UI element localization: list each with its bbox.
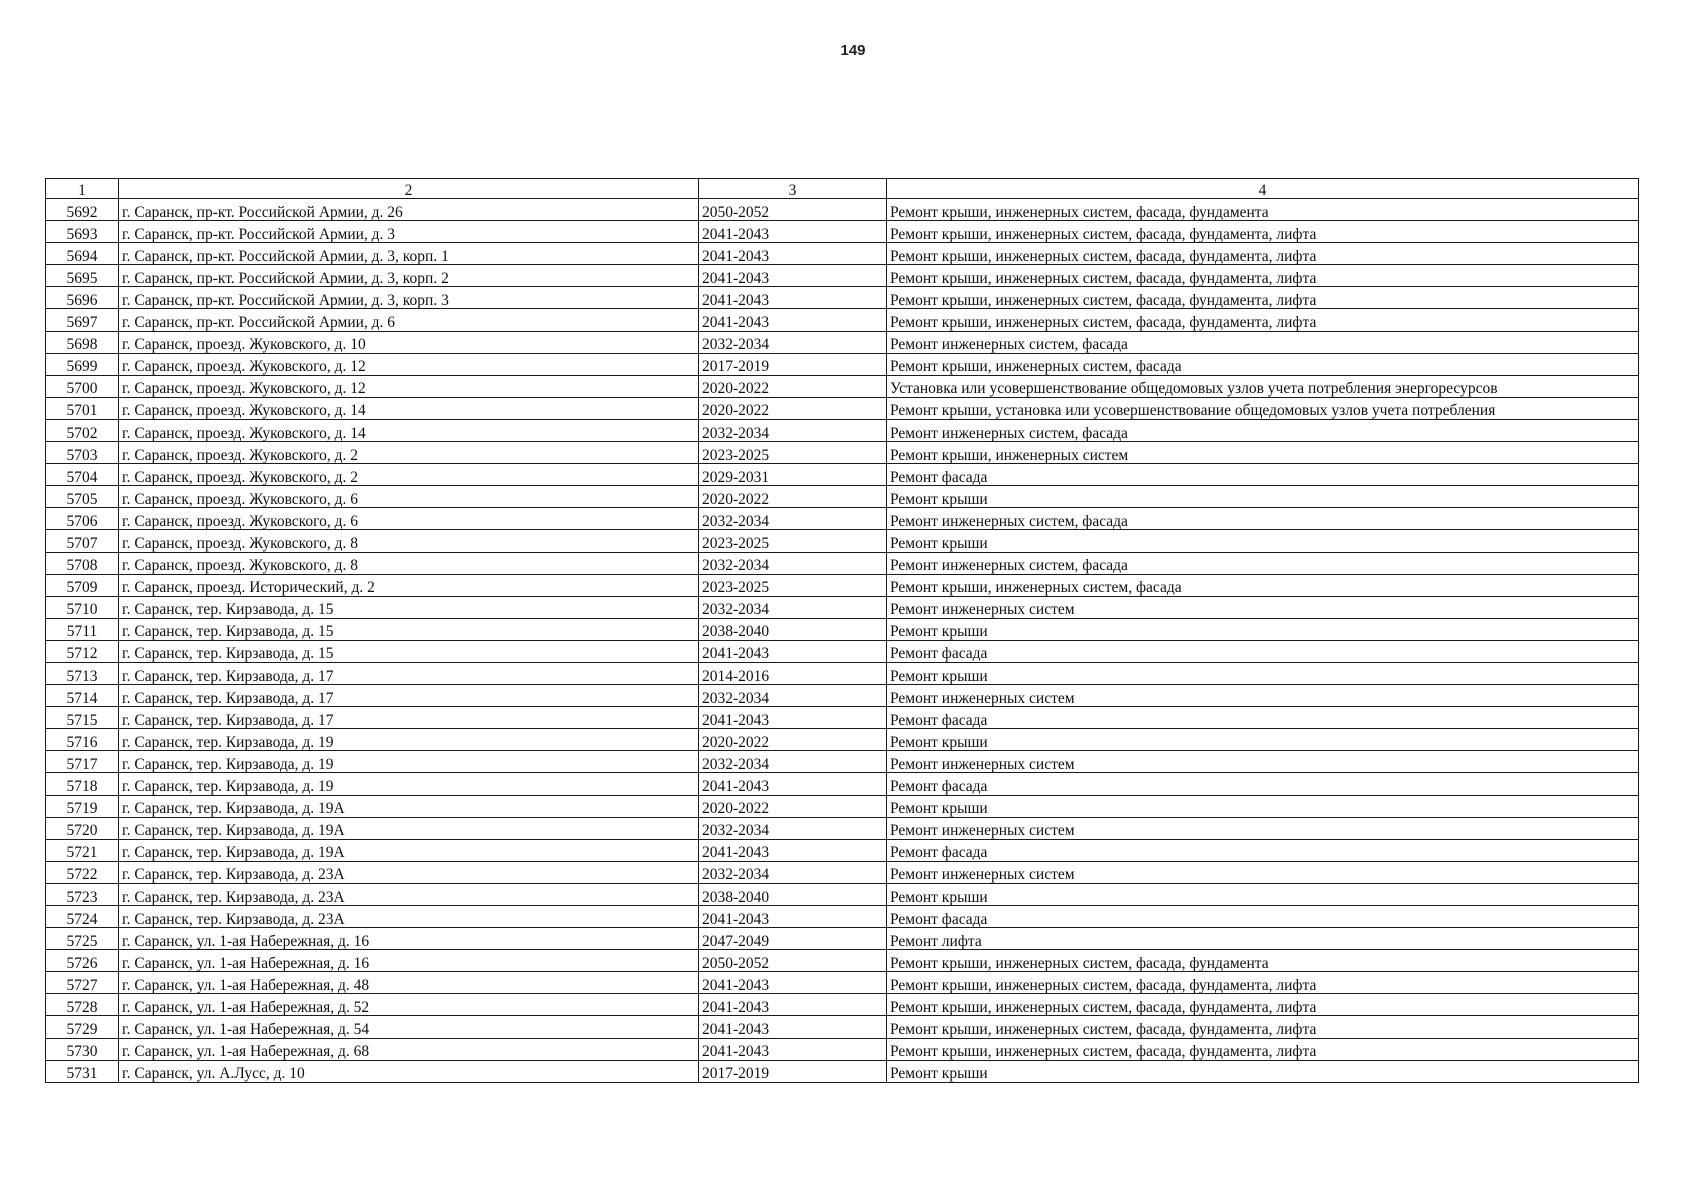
period-cell: 2020-2022 — [699, 486, 887, 508]
table-row — [46, 243, 1639, 265]
period-cell: 2041-2043 — [699, 265, 887, 287]
row-number-cell: 5729 — [46, 1016, 119, 1038]
table-row — [46, 353, 1639, 375]
period-cell: 2050-2052 — [699, 199, 887, 221]
table-row — [46, 464, 1639, 486]
row-number-cell: 5723 — [46, 883, 119, 905]
address-cell: г. Саранск, тер. Кирзавода, д. 17 — [119, 685, 699, 707]
period-cell: 2041-2043 — [699, 906, 887, 928]
column-works-header: 4 — [887, 179, 1639, 199]
row-number-cell: 5692 — [46, 199, 119, 221]
row-number-cell: 5724 — [46, 906, 119, 928]
row-number-cell: 5725 — [46, 928, 119, 950]
period-cell: 2014-2016 — [699, 662, 887, 684]
address-cell: г. Саранск, проезд. Жуковского, д. 2 — [119, 464, 699, 486]
table-row — [46, 331, 1639, 353]
address-cell: г. Саранск, пр-кт. Российской Армии, д. 3, корп. 3 — [119, 287, 699, 309]
address-cell: г. Саранск, тер. Кирзавода, д. 19 — [119, 729, 699, 751]
address-cell: г. Саранск, пр-кт. Российской Армии, д. 26 — [119, 199, 699, 221]
period-cell: 2050-2052 — [699, 950, 887, 972]
period-cell: 2032-2034 — [699, 331, 887, 353]
table-row — [46, 861, 1639, 883]
table-row — [46, 574, 1639, 596]
table-row — [46, 994, 1639, 1016]
row-number-cell: 5704 — [46, 464, 119, 486]
row-number-cell: 5702 — [46, 419, 119, 441]
works-cell: Ремонт крыши — [887, 618, 1639, 640]
works-cell: Ремонт крыши — [887, 486, 1639, 508]
table-row — [46, 729, 1639, 751]
table-row — [46, 375, 1639, 397]
address-cell: г. Саранск, тер. Кирзавода, д. 15 — [119, 618, 699, 640]
works-cell: Ремонт инженерных систем — [887, 817, 1639, 839]
row-number-cell: 5714 — [46, 685, 119, 707]
row-number-cell: 5701 — [46, 397, 119, 419]
address-cell: г. Саранск, ул. 1-ая Набережная, д. 16 — [119, 950, 699, 972]
works-cell: Ремонт инженерных систем, фасада — [887, 552, 1639, 574]
row-number-cell: 5695 — [46, 265, 119, 287]
works-cell: Ремонт крыши — [887, 662, 1639, 684]
works-cell: Ремонт инженерных систем — [887, 861, 1639, 883]
table-row — [46, 1016, 1639, 1038]
address-cell: г. Саранск, проезд. Жуковского, д. 14 — [119, 397, 699, 419]
table-row — [46, 773, 1639, 795]
period-cell: 2041-2043 — [699, 839, 887, 861]
works-cell: Ремонт крыши, инженерных систем, фасада, фундамента, лифта — [887, 1016, 1639, 1038]
row-number-cell: 5716 — [46, 729, 119, 751]
works-cell: Ремонт крыши, инженерных систем, фасада, фундамента, лифта — [887, 994, 1639, 1016]
table-row — [46, 1038, 1639, 1060]
row-number-cell: 5722 — [46, 861, 119, 883]
period-cell: 2041-2043 — [699, 707, 887, 729]
works-cell: Ремонт фасада — [887, 640, 1639, 662]
row-number-cell: 5728 — [46, 994, 119, 1016]
row-number-cell: 5731 — [46, 1060, 119, 1082]
address-cell: г. Саранск, ул. 1-ая Набережная, д. 68 — [119, 1038, 699, 1060]
works-cell: Ремонт крыши, инженерных систем, фасада, фундамента, лифта — [887, 287, 1639, 309]
works-cell: Ремонт фасада — [887, 707, 1639, 729]
table-row — [46, 265, 1639, 287]
address-cell: г. Саранск, проезд. Жуковского, д. 2 — [119, 442, 699, 464]
works-cell: Ремонт крыши — [887, 729, 1639, 751]
row-number-cell: 5717 — [46, 751, 119, 773]
address-cell: г. Саранск, тер. Кирзавода, д. 17 — [119, 707, 699, 729]
row-number-cell: 5700 — [46, 375, 119, 397]
row-number-cell: 5698 — [46, 331, 119, 353]
period-cell: 2041-2043 — [699, 309, 887, 331]
period-cell: 2041-2043 — [699, 1016, 887, 1038]
works-cell: Ремонт инженерных систем — [887, 596, 1639, 618]
address-cell: г. Саранск, тер. Кирзавода, д. 19А — [119, 839, 699, 861]
address-cell: г. Саранск, ул. 1-ая Набережная, д. 48 — [119, 972, 699, 994]
period-cell: 2023-2025 — [699, 442, 887, 464]
address-cell: г. Саранск, ул. 1-ая Набережная, д. 54 — [119, 1016, 699, 1038]
works-cell: Ремонт крыши, установка или усовершенствование общедомовых узлов учета потребления — [887, 397, 1639, 419]
period-cell: 2017-2019 — [699, 1060, 887, 1082]
table-row — [46, 928, 1639, 950]
works-cell: Ремонт лифта — [887, 928, 1639, 950]
period-cell: 2038-2040 — [699, 883, 887, 905]
table-row — [46, 442, 1639, 464]
row-number-cell: 5720 — [46, 817, 119, 839]
table-row — [46, 640, 1639, 662]
row-number-cell: 5708 — [46, 552, 119, 574]
works-cell: Ремонт инженерных систем — [887, 685, 1639, 707]
table-row — [46, 751, 1639, 773]
period-cell: 2041-2043 — [699, 773, 887, 795]
row-number-cell: 5705 — [46, 486, 119, 508]
period-cell: 2020-2022 — [699, 397, 887, 419]
works-cell: Ремонт крыши — [887, 530, 1639, 552]
period-cell: 2038-2040 — [699, 618, 887, 640]
works-cell: Ремонт инженерных систем, фасада — [887, 419, 1639, 441]
table-row — [46, 883, 1639, 905]
period-cell: 2020-2022 — [699, 375, 887, 397]
address-cell: г. Саранск, пр-кт. Российской Армии, д. 3, корп. 1 — [119, 243, 699, 265]
period-cell: 2032-2034 — [699, 685, 887, 707]
address-cell: г. Саранск, пр-кт. Российской Армии, д. 6 — [119, 309, 699, 331]
repair-schedule-table — [45, 178, 1639, 1083]
table-row — [46, 309, 1639, 331]
table-row — [46, 839, 1639, 861]
address-cell: г. Саранск, тер. Кирзавода, д. 19А — [119, 795, 699, 817]
period-cell: 2041-2043 — [699, 1038, 887, 1060]
table-row — [46, 972, 1639, 994]
works-cell: Ремонт крыши, инженерных систем, фасада — [887, 353, 1639, 375]
row-number-cell: 5726 — [46, 950, 119, 972]
table-row — [46, 419, 1639, 441]
row-number-cell: 5703 — [46, 442, 119, 464]
address-cell: г. Саранск, проезд. Исторический, д. 2 — [119, 574, 699, 596]
works-cell: Ремонт инженерных систем, фасада — [887, 331, 1639, 353]
period-cell: 2032-2034 — [699, 817, 887, 839]
period-cell: 2032-2034 — [699, 861, 887, 883]
works-cell: Ремонт фасада — [887, 773, 1639, 795]
table-row — [46, 685, 1639, 707]
works-cell: Ремонт крыши, инженерных систем, фасада, фундамента — [887, 199, 1639, 221]
works-cell: Ремонт крыши — [887, 795, 1639, 817]
address-cell: г. Саранск, проезд. Жуковского, д. 8 — [119, 552, 699, 574]
row-number-cell: 5710 — [46, 596, 119, 618]
table-row — [46, 817, 1639, 839]
works-cell: Ремонт крыши — [887, 1060, 1639, 1082]
period-cell: 2041-2043 — [699, 221, 887, 243]
address-cell: г. Саранск, пр-кт. Российской Армии, д. 3, корп. 2 — [119, 265, 699, 287]
table-header — [46, 179, 1639, 199]
address-cell: г. Саранск, ул. 1-ая Набережная, д. 52 — [119, 994, 699, 1016]
table-row — [46, 397, 1639, 419]
period-cell: 2041-2043 — [699, 972, 887, 994]
works-cell: Ремонт крыши, инженерных систем, фасада, фундамента — [887, 950, 1639, 972]
period-cell: 2023-2025 — [699, 574, 887, 596]
table-row — [46, 486, 1639, 508]
column-period-header: 3 — [699, 179, 887, 199]
page-number: 149 — [840, 42, 866, 59]
period-cell: 2032-2034 — [699, 596, 887, 618]
table-row — [46, 552, 1639, 574]
works-cell: Ремонт крыши, инженерных систем, фасада — [887, 574, 1639, 596]
header-row — [46, 179, 1639, 199]
row-number-cell: 5706 — [46, 508, 119, 530]
period-cell: 2017-2019 — [699, 353, 887, 375]
period-cell: 2032-2034 — [699, 751, 887, 773]
works-cell: Ремонт крыши, инженерных систем — [887, 442, 1639, 464]
address-cell: г. Саранск, тер. Кирзавода, д. 23А — [119, 861, 699, 883]
address-cell: г. Саранск, тер. Кирзавода, д. 23А — [119, 906, 699, 928]
period-cell: 2032-2034 — [699, 508, 887, 530]
table-row — [46, 906, 1639, 928]
works-cell: Ремонт крыши — [887, 883, 1639, 905]
row-number-cell: 5696 — [46, 287, 119, 309]
works-cell: Ремонт фасада — [887, 464, 1639, 486]
works-cell: Ремонт крыши, инженерных систем, фасада, фундамента, лифта — [887, 221, 1639, 243]
works-cell: Ремонт крыши, инженерных систем, фасада, фундамента, лифта — [887, 265, 1639, 287]
row-number-cell: 5693 — [46, 221, 119, 243]
address-cell: г. Саранск, проезд. Жуковского, д. 12 — [119, 353, 699, 375]
period-cell: 2032-2034 — [699, 419, 887, 441]
address-cell: г. Саранск, тер. Кирзавода, д. 23А — [119, 883, 699, 905]
address-cell: г. Саранск, проезд. Жуковского, д. 12 — [119, 375, 699, 397]
address-cell: г. Саранск, ул. 1-ая Набережная, д. 16 — [119, 928, 699, 950]
period-cell: 2023-2025 — [699, 530, 887, 552]
table-row — [46, 795, 1639, 817]
period-cell: 2041-2043 — [699, 640, 887, 662]
table-row — [46, 707, 1639, 729]
row-number-cell: 5699 — [46, 353, 119, 375]
period-cell: 2029-2031 — [699, 464, 887, 486]
table-row — [46, 508, 1639, 530]
row-number-cell: 5712 — [46, 640, 119, 662]
period-cell: 2041-2043 — [699, 287, 887, 309]
period-cell: 2032-2034 — [699, 552, 887, 574]
column-number-header: 1 — [46, 179, 119, 199]
table-row — [46, 199, 1639, 221]
table-row — [46, 221, 1639, 243]
address-cell: г. Саранск, ул. А.Лусс, д. 10 — [119, 1060, 699, 1082]
works-cell: Ремонт крыши, инженерных систем, фасада, фундамента, лифта — [887, 309, 1639, 331]
works-cell: Ремонт крыши, инженерных систем, фасада, фундамента, лифта — [887, 972, 1639, 994]
address-cell: г. Саранск, проезд. Жуковского, д. 6 — [119, 486, 699, 508]
works-cell: Ремонт фасада — [887, 906, 1639, 928]
address-cell: г. Саранск, пр-кт. Российской Армии, д. 3 — [119, 221, 699, 243]
period-cell: 2020-2022 — [699, 795, 887, 817]
row-number-cell: 5721 — [46, 839, 119, 861]
works-cell: Ремонт инженерных систем — [887, 751, 1639, 773]
address-cell: г. Саранск, тер. Кирзавода, д. 15 — [119, 596, 699, 618]
works-cell: Установка или усовершенствование общедомовых узлов учета потребления энергоресурсов — [887, 375, 1639, 397]
table-body — [46, 199, 1639, 1083]
row-number-cell: 5711 — [46, 618, 119, 640]
row-number-cell: 5697 — [46, 309, 119, 331]
row-number-cell: 5715 — [46, 707, 119, 729]
table-row — [46, 1060, 1639, 1082]
table-row — [46, 530, 1639, 552]
address-cell: г. Саранск, проезд. Жуковского, д. 6 — [119, 508, 699, 530]
works-cell: Ремонт крыши, инженерных систем, фасада, фундамента, лифта — [887, 243, 1639, 265]
table-row — [46, 662, 1639, 684]
address-cell: г. Саранск, тер. Кирзавода, д. 19А — [119, 817, 699, 839]
table-row — [46, 287, 1639, 309]
row-number-cell: 5694 — [46, 243, 119, 265]
table-row — [46, 596, 1639, 618]
works-cell: Ремонт фасада — [887, 839, 1639, 861]
works-cell: Ремонт инженерных систем, фасада — [887, 508, 1639, 530]
row-number-cell: 5730 — [46, 1038, 119, 1060]
period-cell: 2041-2043 — [699, 994, 887, 1016]
address-cell: г. Саранск, проезд. Жуковского, д. 8 — [119, 530, 699, 552]
row-number-cell: 5718 — [46, 773, 119, 795]
table-row — [46, 950, 1639, 972]
column-address-header: 2 — [119, 179, 699, 199]
table-row — [46, 618, 1639, 640]
row-number-cell: 5719 — [46, 795, 119, 817]
address-cell: г. Саранск, тер. Кирзавода, д. 15 — [119, 640, 699, 662]
address-cell: г. Саранск, проезд. Жуковского, д. 14 — [119, 419, 699, 441]
address-cell: г. Саранск, тер. Кирзавода, д. 19 — [119, 773, 699, 795]
row-number-cell: 5709 — [46, 574, 119, 596]
period-cell: 2047-2049 — [699, 928, 887, 950]
period-cell: 2020-2022 — [699, 729, 887, 751]
address-cell: г. Саранск, тер. Кирзавода, д. 19 — [119, 751, 699, 773]
row-number-cell: 5713 — [46, 662, 119, 684]
row-number-cell: 5727 — [46, 972, 119, 994]
address-cell: г. Саранск, проезд. Жуковского, д. 10 — [119, 331, 699, 353]
address-cell: г. Саранск, тер. Кирзавода, д. 17 — [119, 662, 699, 684]
works-cell: Ремонт крыши, инженерных систем, фасада, фундамента, лифта — [887, 1038, 1639, 1060]
period-cell: 2041-2043 — [699, 243, 887, 265]
row-number-cell: 5707 — [46, 530, 119, 552]
